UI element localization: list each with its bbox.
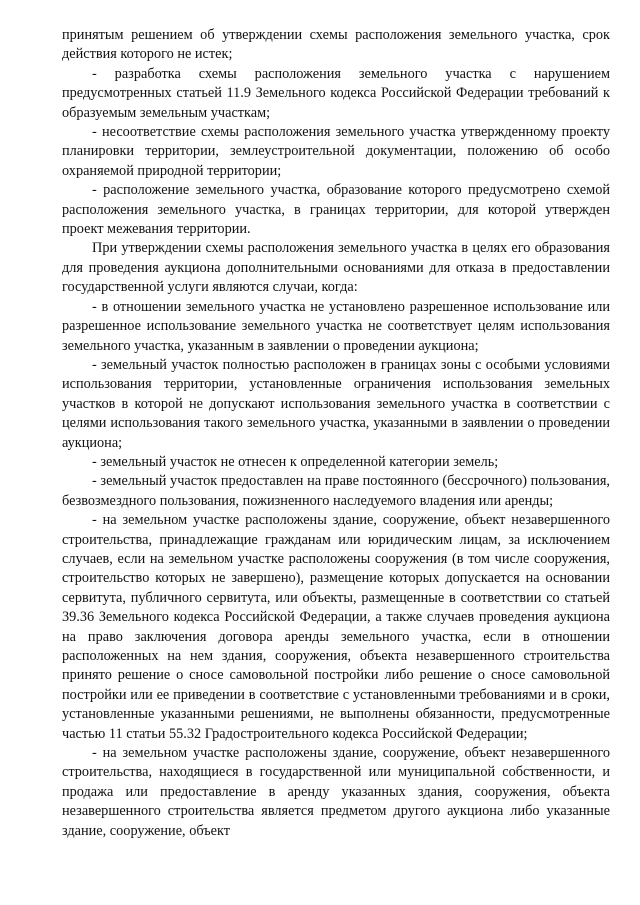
paragraph-continuation: принятым решением об утверждении схемы расположения земельного участка, срок действия которого не истек; — [62, 27, 610, 63]
paragraph-existing-rights: - земельный участок предоставлен на праве постоянного (бессрочного) пользования, безвозмездного пользования, пожизненного наследуемого владения или аренды; — [62, 473, 610, 509]
paragraph-public-buildings: - на земельном участке расположены здание, сооружение, объект незавершенного строительства, находящиеся в государственной или муниципальной собственности, и продажа или предоставление в аренду указанных здания, сооружения, объекта незавершенного строительства является предметом другого аукциона либо указанные здание, сооружение, объект — [62, 745, 610, 839]
paragraph-permitted-use: - в отношении земельного участка не установлено разрешенное использование или разрешенное использование земельного участка не соответствует целям использования земельного участка, указанным в заявлении о проведении аукциона; — [62, 298, 610, 354]
paragraph-private-buildings: - на земельном участке расположены здание, сооружение, объект незавершенного строительства, принадлежащие гражданам или юридическим лицам, за исключением случаев, если на земельном участке расположены сооружения (в том числе сооружения, строительство которых не завершено), размещение которых допускается на основании сервитута, публичного сервитута, или объекты, размещенные в соответствии со статьей 39.36 Земельного кодекса Российской Федерации, а также случаев проведения аукциона на право заключения договора аренды земельного участка, если в отношении расположенных на нем здания, сооружения, объекта незавершенного строительства принято решение о сносе самовольной постройки либо решение о сносе самовольной постройки или ее приведении в соответствие с установленными требованиями и в сроки, установленные указанными решениями, не выполнены обязанности, предусмотренные частью 11 статьи 55.32 Градостроительного кодекса Российской Федерации; — [62, 512, 610, 742]
paragraph-survey-project: - расположение земельного участка, образование которого предусмотрено схемой расположения земельного участка, в границах территории, для которой утвержден проект межевания территории. — [62, 182, 610, 238]
paragraph-auction-intro: При утверждении схемы расположения земельного участка в целях его образования для проведения аукциона дополнительными основаниями для отказа в предоставлении государственной услуги являются случаи, когда: — [62, 240, 610, 296]
document-page — [62, 26, 610, 841]
paragraph-special-zone: - земельный участок полностью расположен в границах зоны с особыми условиями использования территории, установленные ограничения использования земельных участков в которой не допускают использования земельного участка в соответствии с целями использования такого земельного участка, указанными в заявлении о проведении аукциона; — [62, 356, 610, 451]
paragraph-land-category: - земельный участок не отнесен к определенной категории земель; — [92, 453, 499, 470]
paragraph-scheme-violation: - разработка схемы расположения земельного участка с нарушением предусмотренных статьей 11.9 Земельного кодекса Российской Федерации требований к образуемым земельным участкам; — [62, 65, 610, 121]
paragraph-planning-mismatch: - несоответствие схемы расположения земельного участка утвержденному проекту планировки территории, землеустроительной документации, положению об особо охраняемой природной территории; — [62, 124, 610, 179]
